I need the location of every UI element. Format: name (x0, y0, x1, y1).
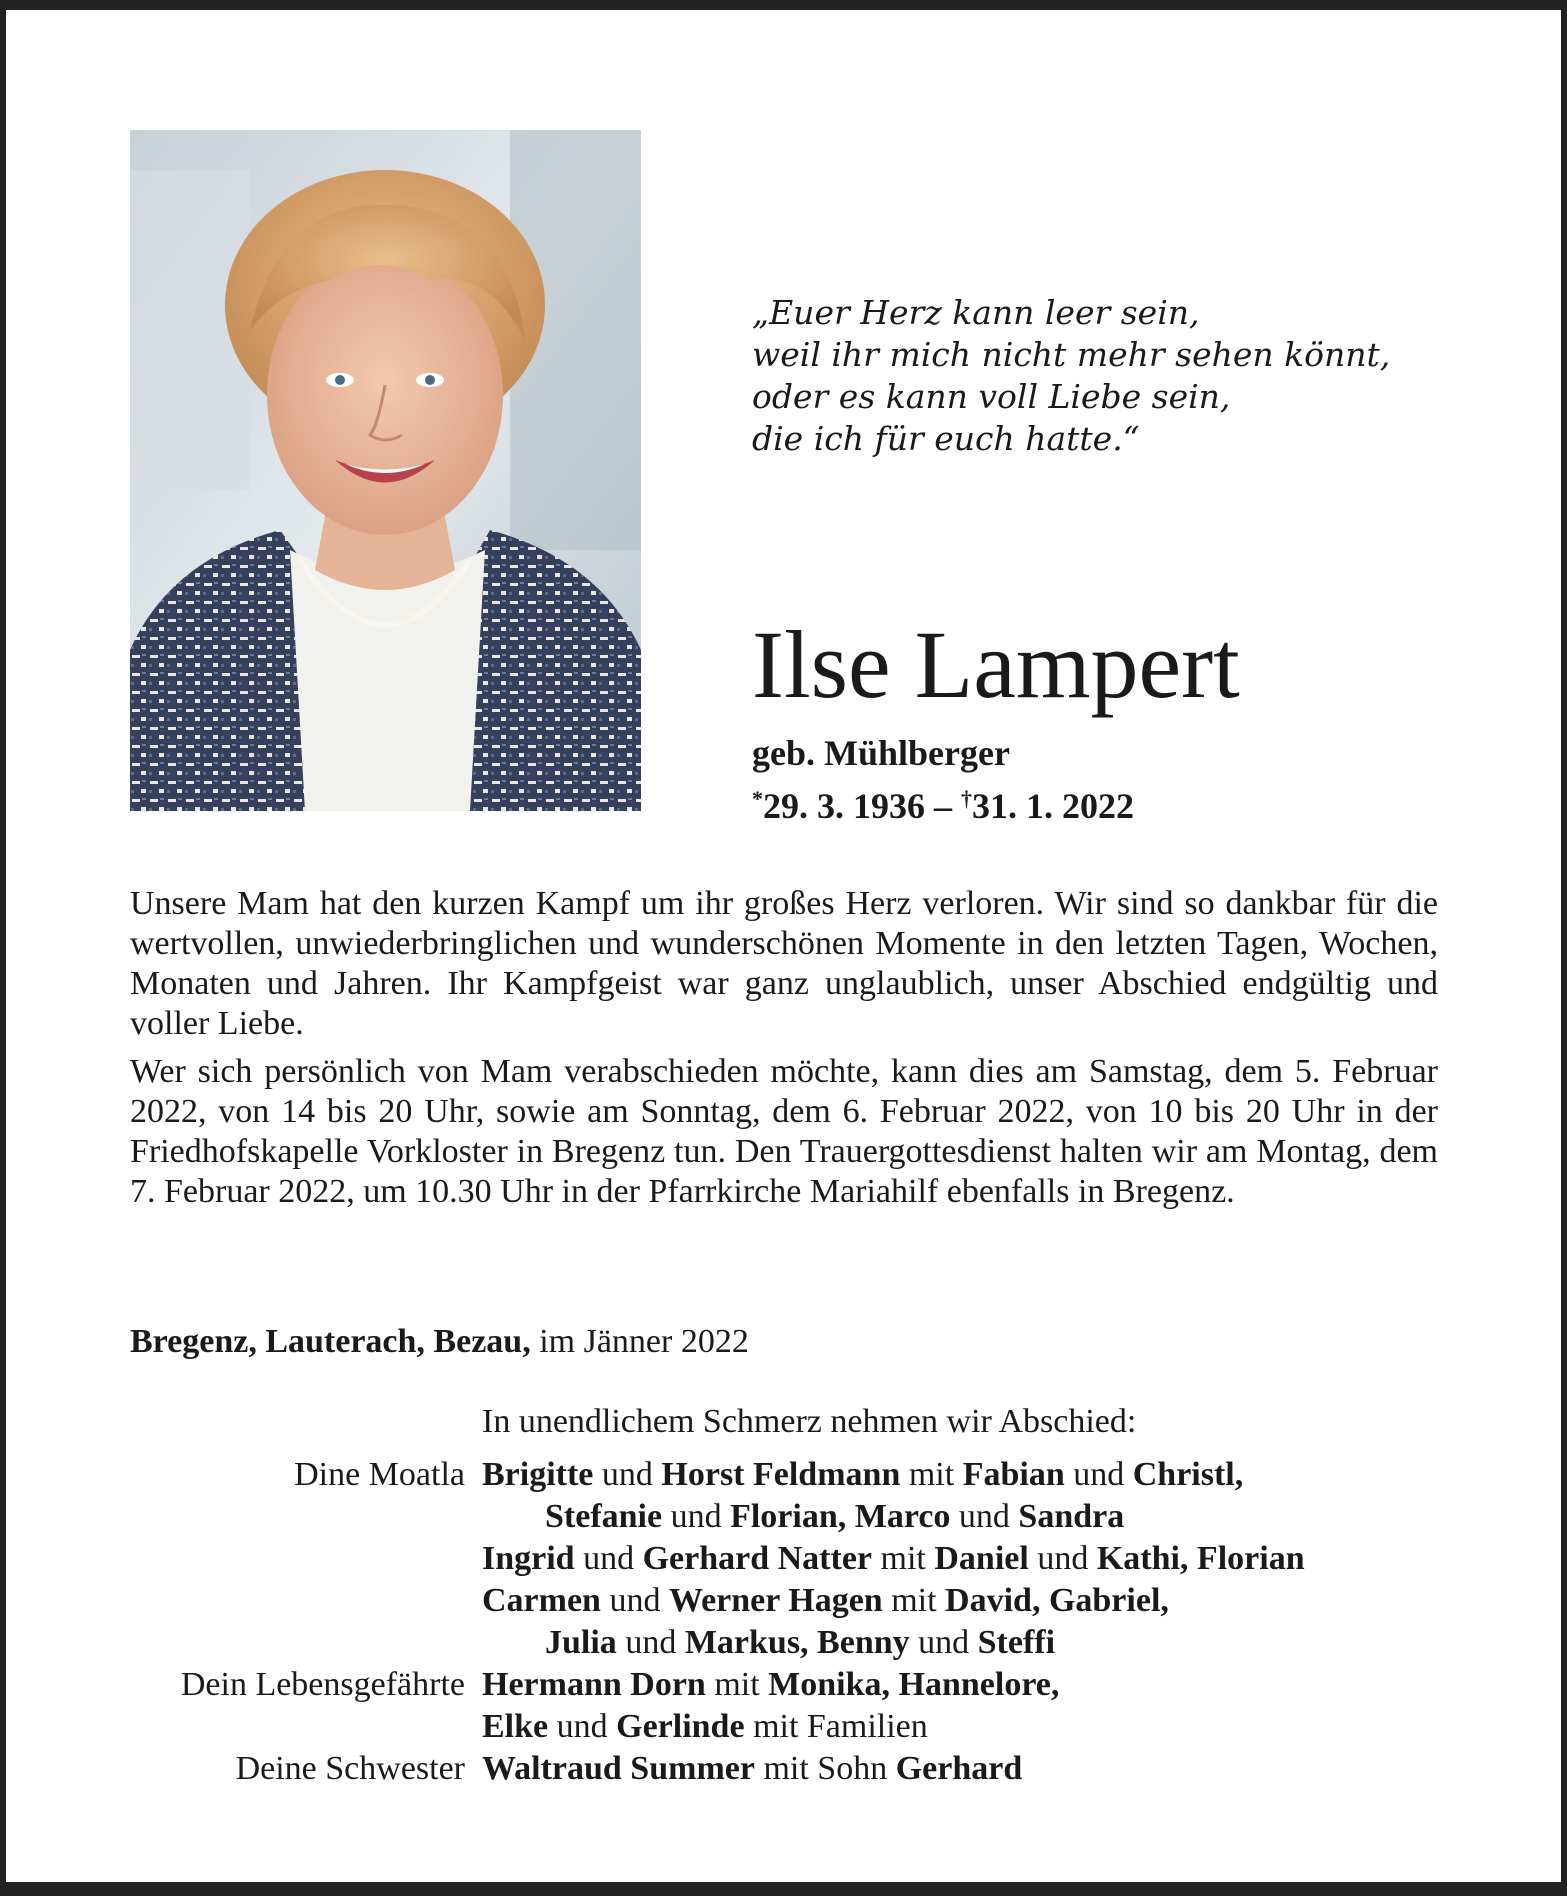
mourner-row (0, 1622, 1567, 1664)
mourner-names (545, 1622, 1055, 1664)
quote-line: weil ihr mich nicht mehr sehen könnt, (752, 335, 1391, 374)
mourner-name: Monika, Hannelore, (768, 1666, 1060, 1703)
towns: Bregenz, Lauterach, Bezau, (130, 1323, 531, 1360)
mourner-name: Steffi (977, 1624, 1056, 1661)
mourner-name: Stefanie (545, 1498, 663, 1535)
mourner-name: Ingrid (482, 1540, 575, 1577)
mourner-names (545, 1496, 1124, 1538)
mourner-name: Werner Hagen (668, 1582, 883, 1619)
connector-text: und (950, 1498, 1019, 1535)
paragraph: Wer sich persönlich von Mam verabschieden möchte, kann dies am Samstag, dem 5. Februar 2022, von 14 bis 20 Uhr, sowie am Sonntag, dem 6. Februar 2022, von 10 bis 20 Uhr in der Friedhofskapelle Vorkloster in Bregenz tun. Den Trauergottesdienst halten wir am Montag, dem 7. Februar 2022, um 10.30 Uhr in der Pfarrkirche Mariahilf ebenfalls in Bregenz. (130, 1053, 1438, 1210)
mourner-row (0, 1538, 1567, 1580)
mourner-name: Florian, Marco (730, 1498, 951, 1535)
mourner-name: Gerhard Natter (642, 1540, 873, 1577)
connector-text: und (548, 1708, 617, 1745)
announcement-text (130, 884, 1438, 1220)
mourner-row (0, 1748, 1567, 1790)
birth-name: geb. Mühlberger (752, 733, 1010, 773)
mourner-name: Hermann Dorn (482, 1666, 706, 1703)
mourner-name: David, Gabriel, (945, 1582, 1169, 1619)
mourner-name: Markus, Benny (684, 1624, 910, 1661)
birth-mark: * (752, 786, 763, 811)
memorial-quote (752, 292, 1472, 460)
mourners-intro: In unendlichem Schmerz nehmen wir Abschied: (482, 1403, 1137, 1440)
death-date: 31. 1. 2022 (972, 786, 1134, 826)
mourner-names (482, 1748, 1022, 1790)
connector-text: und (600, 1582, 669, 1619)
connector-text: und (574, 1540, 643, 1577)
relation-label: Dine Moatla (294, 1456, 465, 1493)
date-separator: – (925, 786, 961, 826)
connector-text: und (1064, 1456, 1133, 1493)
connector-text: mit (882, 1582, 946, 1619)
mourner-name: Kathi, Florian (1096, 1540, 1305, 1577)
quote-line: „Euer Herz kann leer sein, (752, 293, 1200, 332)
mourner-name: Horst Feldmann (661, 1456, 901, 1493)
mourner-name: Christl, (1132, 1456, 1244, 1493)
connector-text: mit Sohn (754, 1750, 896, 1787)
mourner-name: Waltraud Summer (482, 1750, 755, 1787)
mourner-row (0, 1580, 1567, 1622)
relation-label: Deine Schwester (235, 1750, 465, 1787)
relation-label: Dein Lebensgefährte (180, 1666, 465, 1703)
connector-text: und (593, 1456, 662, 1493)
mourner-row (0, 1496, 1567, 1538)
life-dates (752, 779, 1134, 826)
mourner-names (482, 1664, 1059, 1706)
mourner-name: Carmen (482, 1582, 601, 1619)
mourner-name: Julia (545, 1624, 617, 1661)
mourner-names (482, 1580, 1169, 1622)
connector-text: und (909, 1624, 978, 1661)
connector-text: und (1028, 1540, 1097, 1577)
connector-text: mit (900, 1456, 963, 1493)
quote-line: die ich für euch hatte.“ (752, 419, 1140, 458)
mourner-name: Daniel (934, 1540, 1029, 1577)
quote-line: oder es kann voll Liebe sein, (752, 377, 1231, 416)
mourner-name: Gerhard (895, 1750, 1023, 1787)
connector-text: und (662, 1498, 731, 1535)
mourner-row (0, 1454, 1567, 1496)
death-mark: † (961, 786, 972, 811)
paragraph: Unsere Mam hat den kurzen Kampf um ihr großes Herz verloren. Wir sind so dankbar für die wertvollen, unwiederbringlichen und wunderschönen Momente in den letzten Tagen, Wochen, Monaten und Jahren. Ihr Kampfgeist war ganz unglaublich, unser Abschied endgültig und voller Liebe. (130, 885, 1438, 1042)
mourner-names (482, 1706, 928, 1748)
mourner-name: Gerlinde (616, 1708, 745, 1745)
mourner-name: Brigitte (482, 1456, 594, 1493)
portrait-photo (130, 130, 641, 811)
mourner-name: Elke (482, 1708, 549, 1745)
connector-text: mit (872, 1540, 935, 1577)
mourner-names (482, 1454, 1243, 1496)
mourner-name: Sandra (1018, 1498, 1125, 1535)
place-date-line (130, 1322, 749, 1362)
connector-text: und (616, 1624, 685, 1661)
connector-text: mit Familien (744, 1708, 928, 1745)
mourner-row (0, 1664, 1567, 1706)
month-year: im Jänner 2022 (530, 1323, 749, 1360)
mourner-row (0, 1706, 1567, 1748)
birth-date: 29. 3. 1936 (763, 786, 925, 826)
mourners-list (0, 1454, 1567, 1790)
mourner-names (482, 1538, 1305, 1580)
connector-text: mit (705, 1666, 769, 1703)
mourner-name: Fabian (962, 1456, 1065, 1493)
deceased-name: Ilse Lampert (752, 611, 1240, 718)
